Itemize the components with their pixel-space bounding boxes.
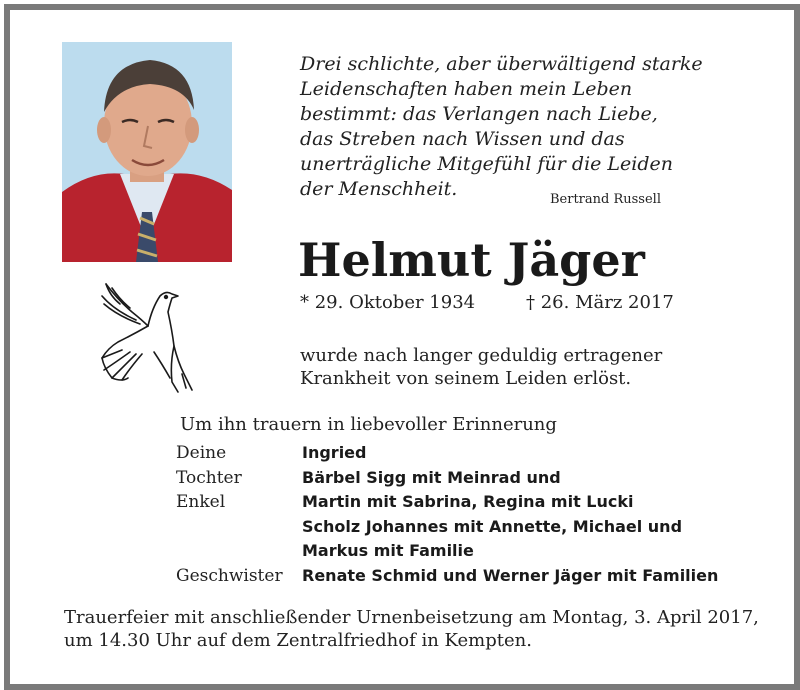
mourner-row	[176, 468, 718, 493]
birth-date: * 29. Oktober 1934	[300, 292, 476, 313]
mourner-names: Bärbel Sigg mit Meinrad und	[302, 467, 561, 487]
mourners-list	[176, 443, 718, 590]
deceased-name: Helmut Jäger	[298, 233, 645, 287]
quote-line: das Streben nach Wissen und das	[300, 128, 625, 150]
quote-line: unerträgliche Mitgefühl für die Leiden	[300, 153, 674, 175]
released-line: wurde nach langer geduldig ertragener	[300, 345, 663, 366]
mourner-row	[176, 541, 718, 566]
quote-line: der Menschheit.	[300, 178, 458, 200]
quote-line: Leidenschaften haben mein Leben	[300, 78, 633, 100]
mourner-names: Renate Schmid und Werner Jäger mit Familien	[302, 565, 719, 585]
mourner-relation: Enkel	[176, 492, 226, 512]
mourner-relation: Deine	[176, 443, 227, 463]
quote-author: Bertrand Russell	[550, 192, 661, 207]
mourner-relation: Geschwister	[176, 565, 283, 586]
mourner-relation: Tochter	[176, 467, 242, 488]
mourner-names: Ingried	[302, 443, 367, 462]
mourners-heading: Um ihn trauern in liebevoller Erinnerung	[180, 414, 557, 435]
mourner-row	[176, 443, 718, 468]
mourner-names: Scholz Johannes mit Annette, Michael und	[302, 516, 683, 536]
mourner-names: Martin mit Sabrina, Regina mit Lucki	[302, 492, 634, 511]
mourner-names: Markus mit Familie	[302, 541, 474, 560]
obituary-notice	[4, 4, 800, 690]
released-line: Krankheit von seinem Leiden erlöst.	[300, 368, 632, 389]
quote	[300, 52, 703, 202]
quote-line: Drei schlichte, aber überwältigend starke	[300, 53, 703, 75]
mourner-row	[176, 517, 718, 542]
mourner-row	[176, 566, 718, 591]
released-text	[300, 344, 662, 390]
ceremony-line: um 14.30 Uhr auf dem Zentralfriedhof in Kempten.	[64, 630, 532, 651]
death-date: † 26. März 2017	[526, 292, 674, 313]
portrait-photo	[62, 42, 232, 262]
quote-line: bestimmt: das Verlangen nach Liebe,	[300, 103, 658, 125]
dove-icon	[98, 282, 194, 394]
ceremony-line: Trauerfeier mit anschließender Urnenbeisetzung am Montag, 3. April 2017,	[64, 607, 759, 628]
mourner-row	[176, 492, 718, 517]
ceremony-text	[64, 606, 759, 652]
